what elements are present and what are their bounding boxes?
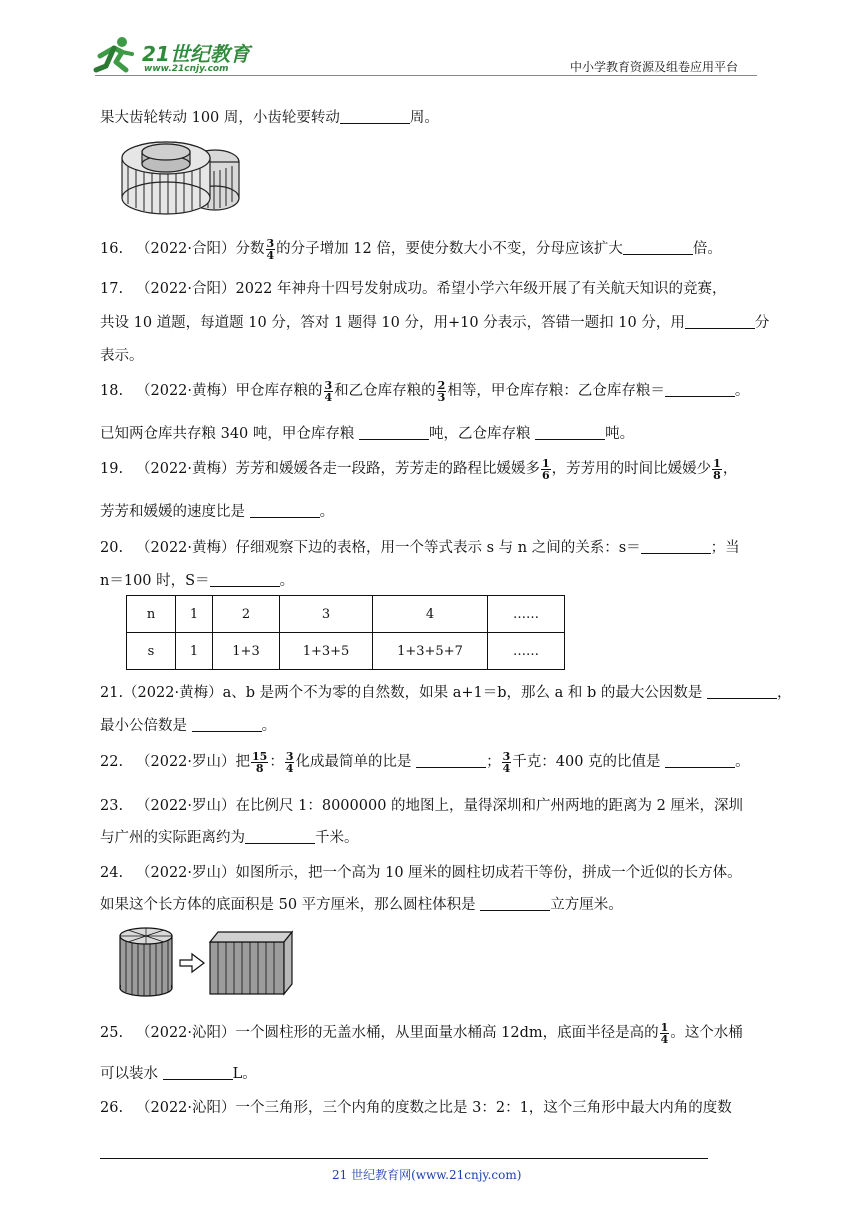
- question-16: 16. （2022·合阳）分数 $\frac{3}{4}$ 的分子增加 12 倍，要使分数大小不变，分母应该扩大 倍。: [100, 236, 722, 262]
- question-17-line2: 共设 10 道题，每道题 10 分，答对 1 题得 10 分，用+10 分表示，答错一题扣 10 分，用 分: [100, 315, 770, 331]
- table-row: s 1 1+3 1+3+5 1+3+5+7 ……: [127, 633, 565, 670]
- fraction: $\frac{1}{4}$: [660, 1020, 669, 1046]
- answer-blank[interactable]: [641, 552, 711, 554]
- question-19-line1: 19. （2022·黄梅）芳芳和媛媛各走一段路，芳芳走的路程比媛媛多 $\frac{1}{6}$ ，芳芳用的时间比媛媛少 $\frac{1}{8}$ ，: [100, 456, 738, 482]
- logo-brand: 21世纪教育: [142, 42, 250, 66]
- header-logo: [92, 36, 262, 76]
- question-18-line1: 18. （2022·黄梅）甲仓库存粮的 $\frac{3}{4}$ 和乙仓库存粮的 $\frac{2}{3}$ 相等，甲仓库存粮：乙仓库存粮＝ 。: [100, 378, 750, 404]
- question-25-line2: 可以装水 L。: [100, 1066, 257, 1082]
- runner-logo-icon: [92, 36, 138, 76]
- answer-blank[interactable]: [623, 253, 693, 255]
- fraction: $\frac{1}{8}$: [713, 456, 721, 482]
- fraction: $\frac{1}{6}$: [542, 456, 550, 482]
- gear-pair-figure: [118, 138, 242, 216]
- question-25-line1: 25. （2022·沁阳）一个圆柱形的无盖水桶，从里面量水桶高 12dm，底面半径是高的 $\frac{1}{4}$ 。这个水桶: [100, 1020, 743, 1046]
- logo-url: www.21cnjy.com: [144, 64, 229, 74]
- fraction: $\frac{3}{4}$: [324, 378, 333, 404]
- answer-blank[interactable]: [359, 438, 429, 440]
- answer-blank[interactable]: [250, 516, 320, 518]
- header-platform: 中小学教育资源及组卷应用平台: [570, 60, 739, 74]
- answer-blank[interactable]: [245, 842, 315, 844]
- answer-blank[interactable]: [210, 585, 280, 587]
- question-26-line1: 26. （2022·沁阳）一个三角形，三个内角的度数之比是 3：2：1，这个三角形中最大内角的度数: [100, 1100, 732, 1116]
- question-23-line1: 23. （2022·罗山）在比例尺 1：8000000 的地图上，量得深圳和广州两地的距离为 2 厘米，深圳: [100, 798, 743, 814]
- sn-table: [126, 595, 565, 670]
- question-18-line2: 已知两仓库共存粮 340 吨，甲仓库存粮 吨，乙仓库存粮 吨。: [100, 426, 635, 442]
- answer-blank[interactable]: [192, 730, 262, 732]
- answer-blank[interactable]: [163, 1078, 233, 1080]
- question-17-line1: 17. （2022·合阳）2022 年神舟十四号发射成功。希望小学六年级开展了有关航天知识的竞赛，: [100, 281, 727, 297]
- footer-text[interactable]: 21 世纪教育网(www.21cnjy.com): [332, 1168, 522, 1182]
- answer-blank[interactable]: [685, 327, 755, 329]
- answer-blank[interactable]: [707, 697, 777, 699]
- question-24-line1: 24. （2022·罗山）如图所示，把一个高为 10 厘米的圆柱切成若干等份，拼成一个近似的长方体。: [100, 865, 742, 881]
- question-20-line2: n＝100 时，S＝ 。: [100, 573, 295, 589]
- fraction: $\frac{3}{4}$: [266, 236, 275, 262]
- answer-blank[interactable]: [665, 766, 735, 768]
- table-row: n 1 2 3 4 ……: [127, 596, 565, 633]
- question-22: 22. （2022·罗山）把 $\frac{15}{8}$ ： $\frac{3}{4}$ 化成最简单的比是 ； $\frac{3}{4}$ 千克：400 克的比值是 。: [100, 749, 750, 775]
- fraction: $\frac{3}{4}$: [502, 749, 511, 775]
- fraction: $\frac{2}{3}$: [437, 378, 446, 404]
- question-21-line2: 最小公倍数是 。: [100, 718, 277, 734]
- question-21-line1: 21.（2022·黄梅）a、b 是两个不为零的自然数，如果 a+1＝b，那么 a 和 b 的最大公因数是 ，: [100, 685, 792, 701]
- question-17-line3: 表示。: [100, 348, 144, 364]
- question-19-line2: 芳芳和媛媛的速度比是 。: [100, 504, 335, 520]
- cylinder-to-cuboid-figure: [118, 926, 294, 1000]
- answer-blank[interactable]: [340, 122, 410, 124]
- q15-tail: 果大齿轮转动 100 周，小齿轮要转动 周。: [100, 110, 439, 126]
- answer-blank[interactable]: [416, 766, 486, 768]
- header-divider: [95, 75, 757, 76]
- answer-blank[interactable]: [665, 395, 735, 397]
- fraction: $\frac{3}{4}$: [285, 749, 294, 775]
- footer-divider: [100, 1158, 708, 1159]
- answer-blank[interactable]: [480, 909, 550, 911]
- question-24-line2: 如果这个长方体的底面积是 50 平方厘米，那么圆柱体积是 立方厘米。: [100, 897, 623, 913]
- question-20-line1: 20. （2022·黄梅）仔细观察下边的表格，用一个等式表示 s 与 n 之间的关系：s＝ ；当: [100, 540, 740, 556]
- answer-blank[interactable]: [535, 438, 605, 440]
- fraction: $\frac{15}{8}$: [252, 749, 268, 775]
- question-23-line2: 与广州的实际距离约为 千米。: [100, 830, 359, 846]
